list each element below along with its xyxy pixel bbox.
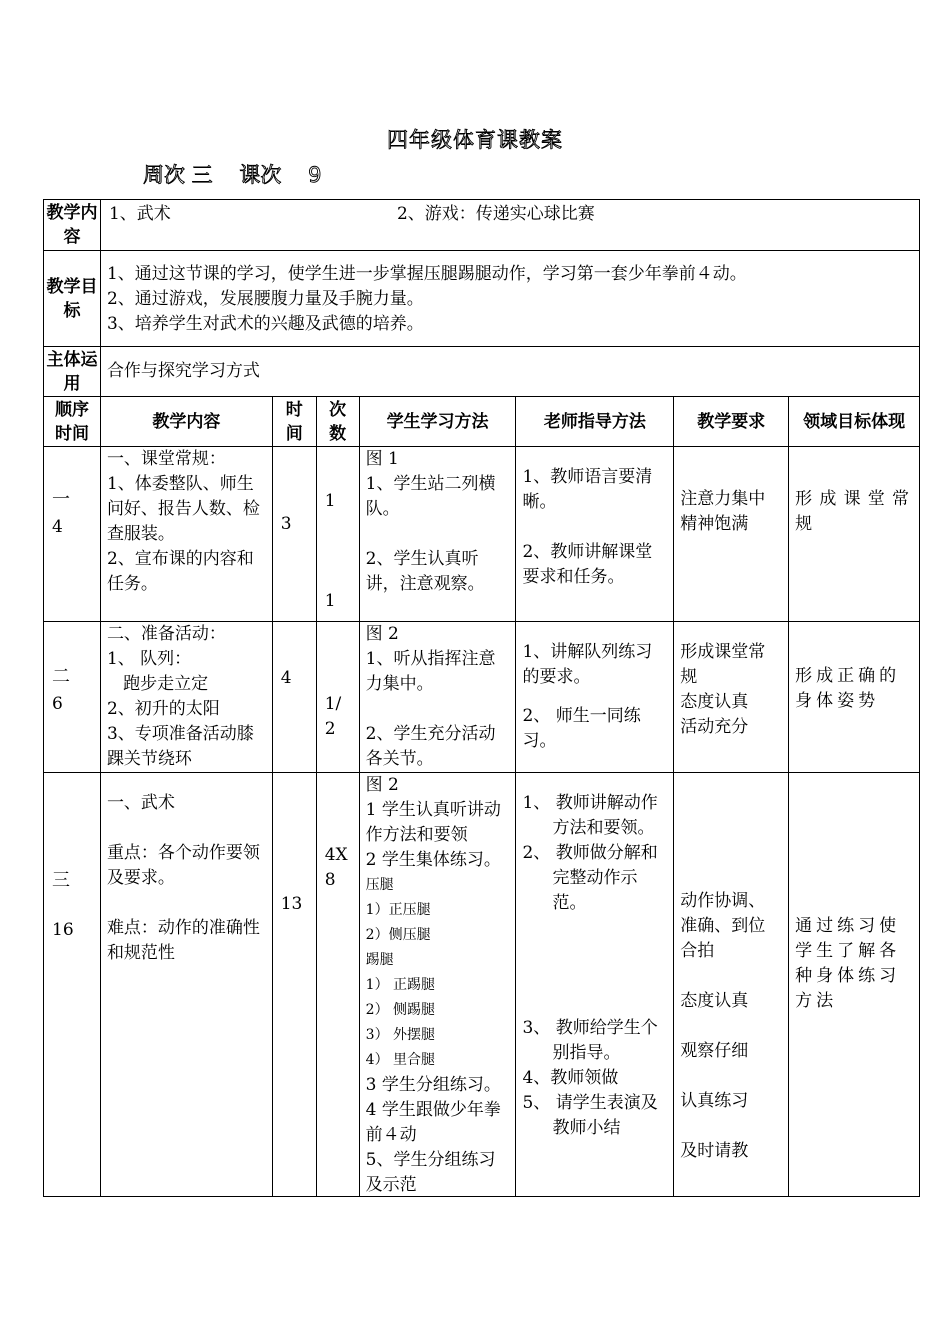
content-line: 一、武术 [106, 793, 175, 813]
requirement-cell [674, 622, 789, 772]
student-cell [360, 447, 517, 621]
header-requirement: 教学要求 [674, 397, 789, 446]
content-cell [101, 447, 273, 621]
section-row [43, 621, 920, 772]
teacher-line: 2、 师生一同练习。 [522, 706, 641, 751]
student-cell [360, 773, 517, 1196]
content-cell [101, 773, 273, 1196]
student-line: 图 1 [365, 449, 399, 469]
requirement-line: 活动充分 [680, 717, 749, 737]
goal-cell [789, 622, 920, 772]
student-line: 1、听从指挥注意力集中。 [365, 649, 496, 694]
goal-cell [789, 773, 920, 1196]
requirement-line: 形成课堂常规 [680, 642, 766, 687]
goal-line-1: 1、通过这节课的学习，使学生进一步掌握压腿踢腿动作，学习第一套少年拳前４动。 [106, 264, 747, 284]
order-minutes: 4 [52, 517, 63, 537]
teacher-line: 2、 教师做分解和完整动作示范。 [522, 843, 658, 913]
content-line: 二、准备活动： [106, 624, 226, 644]
header-row [43, 396, 920, 446]
teacher-cell [516, 773, 674, 1196]
requirement-line: 态度认真 [680, 991, 749, 1011]
order-cell [44, 622, 101, 772]
requirement-line: 认真练习 [680, 1091, 749, 1111]
student-line: 2）侧压腿 [365, 927, 431, 943]
header-student-method: 学生学习方法 [360, 397, 517, 446]
teacher-line: 4、教师领做 [522, 1068, 619, 1088]
count-value: 1 [324, 491, 336, 511]
content-line: 2、初升的太阳 [106, 699, 220, 719]
student-line: 3 学生分组练习。 [365, 1075, 501, 1095]
teacher-cell [516, 447, 674, 621]
student-cell [360, 622, 517, 772]
time-value: 3 [280, 514, 292, 534]
student-line: 图 2 [365, 624, 399, 644]
content-cell [101, 622, 273, 772]
header-time: 时间 [273, 397, 317, 446]
header-teacher-method: 老师指导方法 [516, 397, 674, 446]
content-row [43, 199, 920, 250]
requirement-line: 态度认真 [680, 692, 749, 712]
order-cell [44, 773, 101, 1196]
teacher-cell [516, 622, 674, 772]
order-label: 一 [52, 489, 70, 510]
lesson-plan-table [43, 199, 920, 1197]
student-line: 5、学生分组练习及示范 [365, 1150, 496, 1195]
order-minutes: 16 [52, 920, 74, 940]
student-line: 4） 里合腿 [365, 1052, 436, 1068]
content-line: 一、课堂常规： [106, 449, 226, 469]
count-cell [317, 447, 360, 621]
goal-line-2: 2、通过游戏，发展腰腹力量及手腕力量。 [106, 289, 424, 309]
goal-text: 形成正确的身体姿势 [795, 666, 901, 711]
student-line: 2 学生集体练习。 [365, 850, 501, 870]
content-label: 教学内容 [44, 200, 101, 250]
student-line: 踢腿 [365, 952, 394, 968]
order-label: 二 [52, 666, 70, 687]
header-order-time: 顺序时间 [44, 397, 101, 446]
teacher-line: 5、 请学生表演及教师小结 [522, 1093, 658, 1138]
week-lesson-subtitle: 周次 三 课次 9 [143, 163, 322, 187]
student-line: 2、学生认真听讲，注意观察。 [365, 549, 485, 594]
goal-line-3: 3、培养学生对武术的兴趣及武德的培养。 [106, 314, 424, 334]
time-value: 13 [280, 894, 303, 914]
page-title: 四年级体育课教案 [387, 128, 563, 152]
method-label: 主体运用 [44, 347, 101, 396]
requirement-cell [674, 773, 789, 1196]
student-line: 1、学生站二列横队。 [365, 474, 496, 519]
header-count: 次数 [317, 397, 360, 446]
time-cell [273, 773, 317, 1196]
teacher-line: 1、讲解队列练习的要求。 [522, 642, 653, 687]
content-value [101, 200, 920, 250]
teacher-line: 2、教师讲解课堂要求和任务。 [522, 542, 653, 587]
time-cell [273, 622, 317, 772]
header-domain-goal: 领域目标体现 [789, 397, 920, 446]
requirement-line: 动作协调、准确、到位合拍 [680, 891, 766, 961]
student-line: 压腿 [365, 877, 394, 893]
student-line: 1 学生认真听讲动作方法和要领 [365, 800, 501, 845]
count-value: 1 [324, 591, 336, 611]
order-label: 三 [52, 870, 70, 891]
content-line: 重点：各个动作要领及要求。 [106, 843, 260, 888]
content-line: 难点：动作的准确性和规范性 [106, 918, 260, 963]
goals-row [43, 250, 920, 346]
requirement-line: 观察仔细 [680, 1041, 749, 1061]
teacher-line: 1、教师语言要清晰。 [522, 467, 653, 512]
count-cell [317, 622, 360, 772]
teacher-line: 1、 教师讲解动作方法和要领。 [522, 793, 658, 838]
order-minutes: 6 [52, 694, 63, 714]
content-line: 跑步走立定 [106, 674, 209, 694]
requirement-line: 及时请教 [680, 1141, 749, 1161]
content-line: 1、 队列： [106, 649, 192, 669]
content-line: 2、宣布课的内容和任务。 [106, 549, 254, 594]
student-line: 3） 外摆腿 [365, 1027, 436, 1043]
section-row [43, 446, 920, 621]
method-row [43, 346, 920, 396]
content-line: 1、体委整队、师生问好、报告人数、检查服装。 [106, 474, 260, 544]
count-value: 4X8 [324, 845, 348, 890]
count-cell [317, 773, 360, 1196]
goals-value [101, 251, 920, 346]
requirement-line: 注意力集中精神饱满 [680, 489, 766, 534]
goal-text: 通过练习使学生了解各种身体练习方法 [795, 916, 901, 1011]
student-line: 4 学生跟做少年拳前４动 [365, 1100, 501, 1145]
section-row [43, 772, 920, 1197]
goal-cell [789, 447, 920, 621]
content-line: 3、专项准备活动膝踝关节绕环 [106, 724, 254, 769]
student-line: 2） 侧踢腿 [365, 1002, 436, 1018]
method-value [101, 347, 920, 396]
time-cell [273, 447, 317, 621]
header-content: 教学内容 [101, 397, 273, 446]
student-line: 图 2 [365, 775, 399, 795]
student-line: 2、学生充分活动各关节。 [365, 724, 496, 769]
teacher-line: 3、 教师给学生个别指导。 [522, 1018, 658, 1063]
goal-text: 形成课堂常规 [795, 489, 913, 534]
requirement-cell [674, 447, 789, 621]
goals-label: 教学目标 [44, 251, 101, 346]
time-value: 4 [280, 668, 292, 688]
content-item-1: 1、武术 [108, 204, 171, 224]
student-line: 1） 正踢腿 [365, 977, 436, 993]
student-line: 1）正压腿 [365, 902, 431, 918]
order-cell [44, 447, 101, 621]
method-text: 合作与探究学习方式 [106, 361, 260, 381]
content-item-2: 2、游戏：传递实心球比赛 [396, 204, 595, 224]
count-value: 1/2 [324, 694, 342, 739]
